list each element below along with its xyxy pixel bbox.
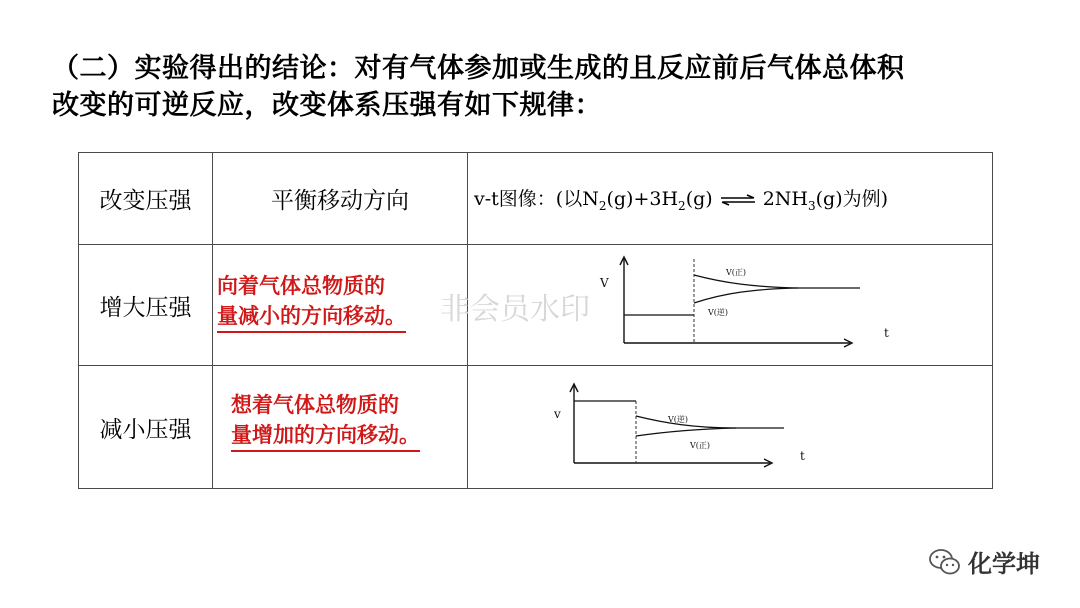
header-vt-sub1: 2 [598, 198, 607, 213]
graph-b-y-label: v [554, 407, 561, 421]
row-decrease-direction-cell [213, 366, 468, 489]
graph-b-lower-label: V(正) [690, 441, 711, 450]
page-heading [52, 50, 1052, 124]
graph-b-upper-label: V(逆) [668, 415, 689, 424]
brand-badge [928, 544, 1040, 579]
row-decrease-direction [231, 390, 420, 452]
table-row-decrease [79, 366, 993, 489]
header-vt-graph [468, 153, 993, 245]
graph-a-upper-label: V(正) [726, 268, 747, 277]
wechat-icon [928, 547, 962, 577]
brand-name: 化学坤 [968, 550, 1040, 578]
row-decrease-graph-cell [468, 366, 993, 489]
row-increase-change: 增大压强 [79, 245, 213, 366]
row-decrease-direction-line2: 量增加的方向移动。 [231, 420, 420, 452]
watermark-text: 非会员水印 [440, 292, 590, 327]
row-decrease-direction-line1: 想着气体总物质的 [231, 393, 399, 417]
header-vt-mid1: (g)+3H [606, 188, 679, 211]
row-increase-direction-line1: 向着气体总物质的 [217, 274, 385, 298]
header-vt-product: 2NH [762, 188, 808, 211]
graph-b-lower-curve [636, 428, 736, 436]
heading-line-2: 改变的可逆反应，改变体系压强有如下规律： [52, 90, 602, 121]
header-change-pressure: 改变压强 [79, 153, 213, 245]
graph-a-y-label: V [600, 276, 609, 290]
graph-a-lower-label: V(逆) [708, 308, 729, 317]
row-increase-direction-line2: 量减小的方向移动。 [217, 301, 406, 333]
row-decrease-change: 减小压强 [79, 366, 213, 489]
row-increase-direction [217, 271, 406, 333]
header-shift-direction: 平衡移动方向 [213, 153, 468, 245]
header-vt-sub2: 2 [678, 198, 686, 213]
vt-graph-decrease [468, 366, 986, 489]
heading-line-1: （二）实验得出的结论：对有气体参加或生成的且反应前后气体总体积 [52, 53, 905, 84]
row-increase-direction-cell [213, 245, 468, 366]
graph-a-x-label: t [884, 326, 889, 340]
graph-b-x-label: t [800, 449, 805, 463]
header-vt-sub3: 3 [807, 198, 816, 213]
table-header-row [79, 153, 993, 245]
header-vt-suffix: (g)为例) [815, 188, 889, 211]
header-vt-mid2: (g) [685, 188, 713, 211]
graph-a-upper-curve [694, 275, 860, 288]
header-vt-prefix: v-t图像：(以N [474, 188, 599, 211]
graph-b-upper-curve [636, 416, 784, 428]
graph-a-lower-curve [694, 288, 798, 303]
equilibrium-arrow-icon [719, 189, 757, 211]
